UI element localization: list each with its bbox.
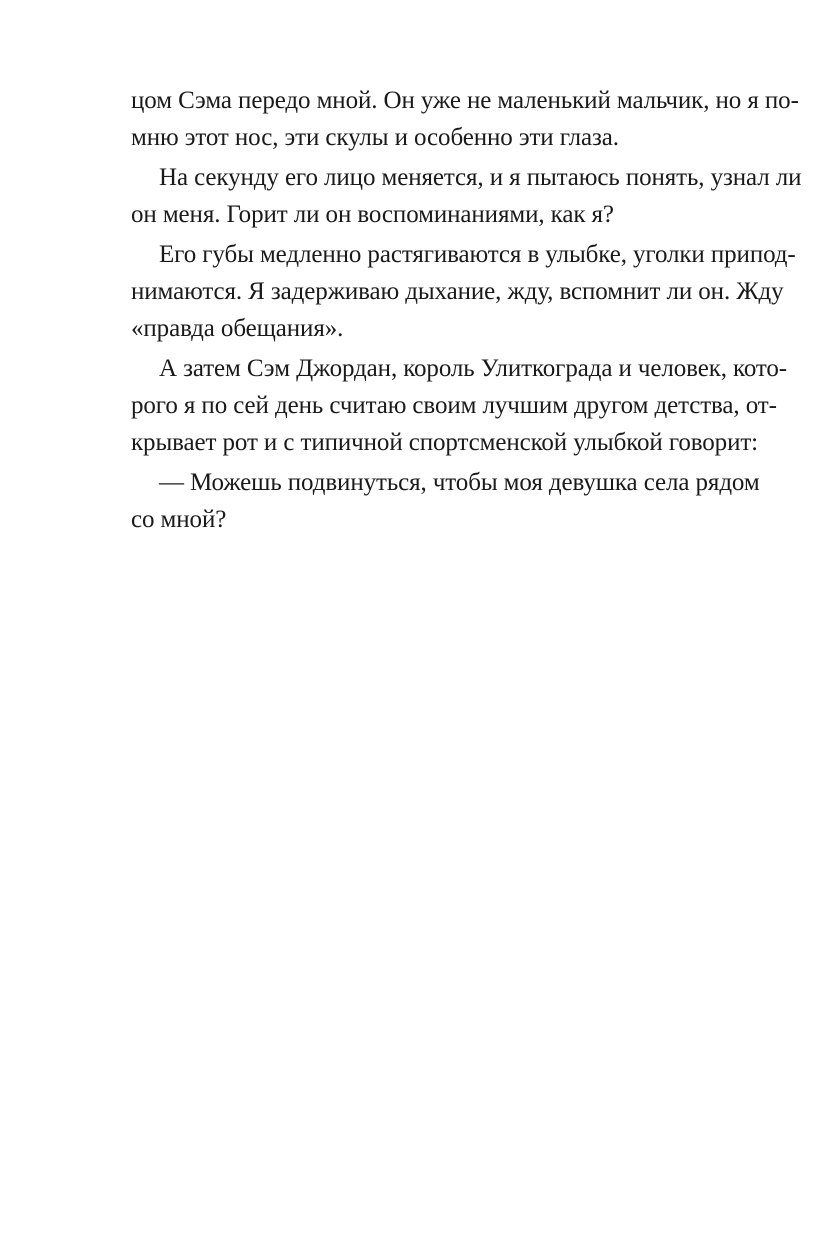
text-line: Его губы медленно растягиваются в улыбке, уголки припод- bbox=[159, 241, 796, 268]
dialogue-line: со мной? bbox=[131, 506, 227, 533]
text-line: крывает рот и с типичной спортсменской улыбкой говорит: bbox=[131, 429, 759, 456]
text-line: «правда обещания». bbox=[131, 315, 344, 342]
text-line: нимаются. Я задерживаю дыхание, жду, вспомнит ли он. Жду bbox=[131, 278, 784, 305]
text-line: мню этот нос, эти скулы и особенно эти глаза. bbox=[131, 124, 619, 151]
text-line: цом Сэма передо мной. Он уже не маленький мальчик, но я по- bbox=[131, 87, 799, 114]
text-line: рого я по сей день считаю своим лучшим другом детства, от- bbox=[131, 392, 777, 419]
text-line: На секунду его лицо меняется, и я пытаюсь понять, узнал ли bbox=[159, 164, 802, 191]
text-line: он меня. Горит ли он воспоминаниями, как я? bbox=[131, 201, 614, 228]
dialogue-line: — Можешь подвинуться, чтобы моя девушка села рядом bbox=[159, 469, 760, 496]
page-text bbox=[131, 82, 802, 538]
text-line: А затем Сэм Джордан, король Улиткограда и человек, кото- bbox=[159, 355, 788, 382]
